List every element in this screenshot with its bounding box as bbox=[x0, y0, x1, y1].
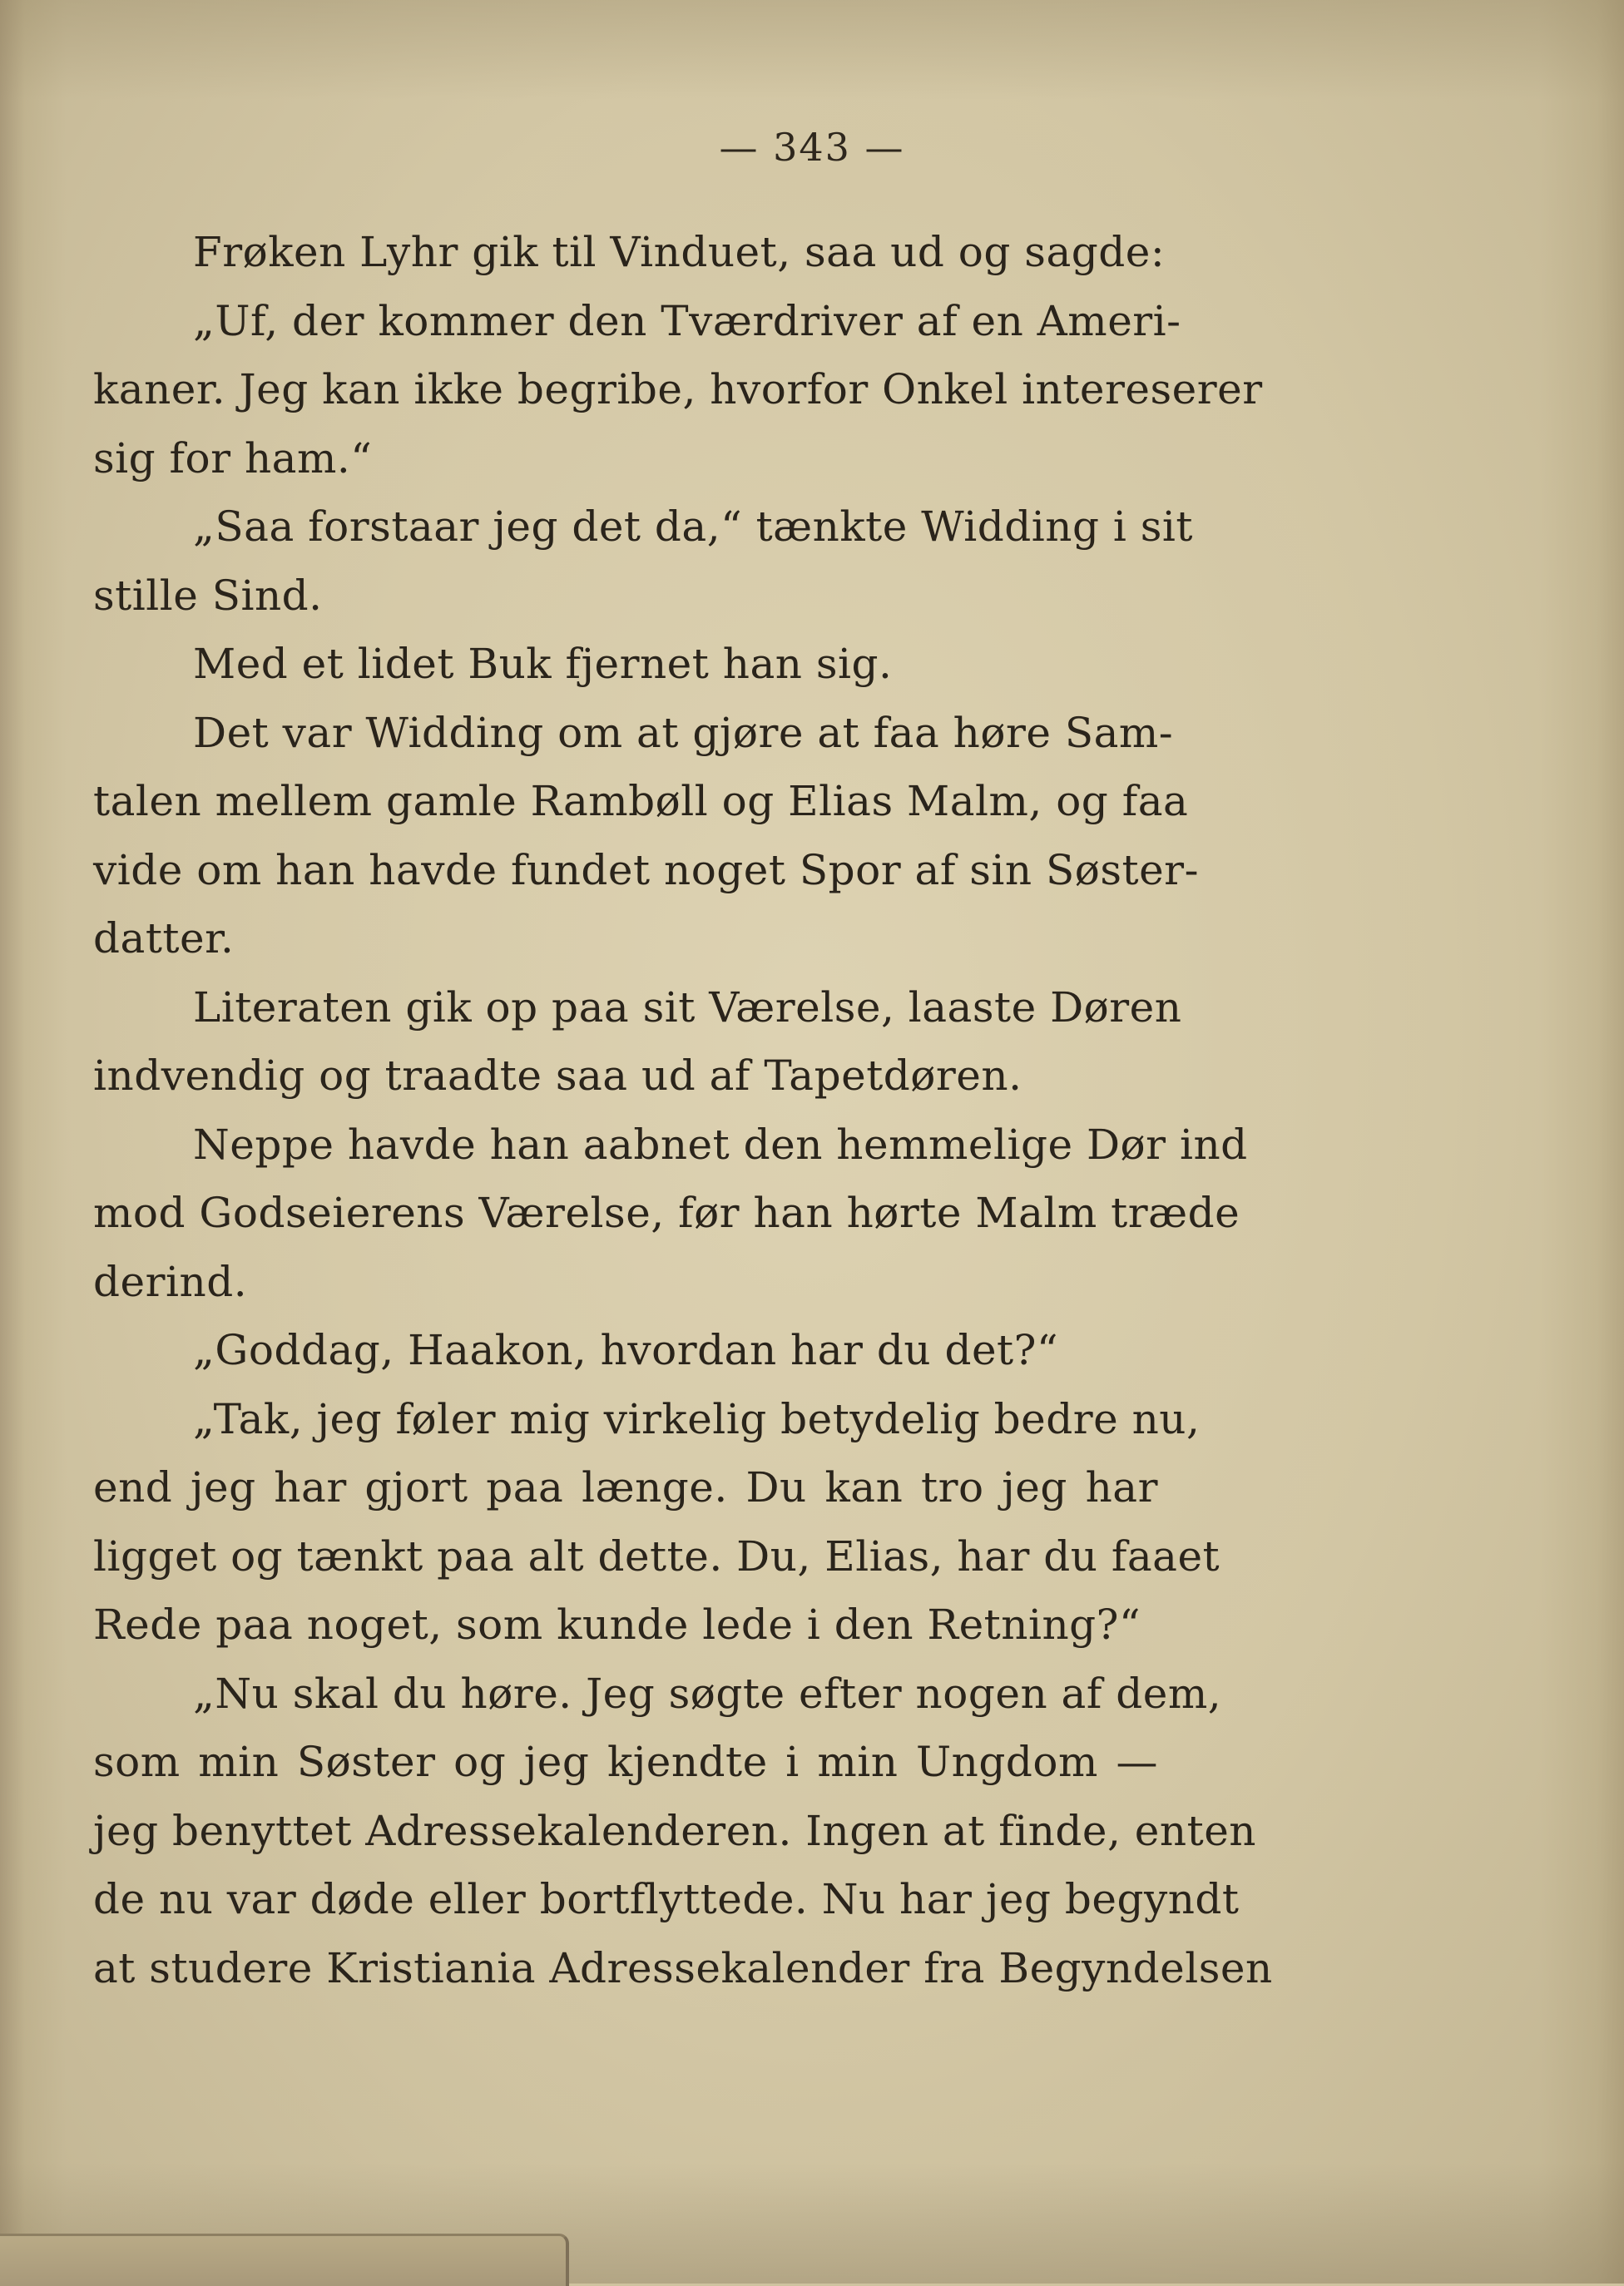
text-line: kaner. Jeg kan ikke begribe, hvorfor Onkel intereserer bbox=[93, 365, 1263, 413]
text-line: Literaten gik op paa sit Værelse, laaste Døren bbox=[193, 982, 1182, 1032]
text-line: Med et lidet Buk fjernet han sig. bbox=[193, 640, 893, 688]
paper-stain-top bbox=[0, 0, 1624, 100]
text-line: „Tak, jeg føler mig virkelig betydelig bedre nu, bbox=[193, 1394, 1201, 1443]
text-line: jeg benyttet Adressekalenderen. Ingen at finde, enten bbox=[93, 1806, 1256, 1855]
text-line: sig for ham.“ bbox=[93, 433, 373, 482]
page-corner-fold bbox=[0, 2234, 569, 2286]
text-line: Frøken Lyhr gik til Vinduet, saa ud og sagde: bbox=[193, 228, 1166, 276]
text-line: stille Sind. bbox=[93, 571, 323, 620]
page-number: — 343 — bbox=[719, 125, 905, 170]
text-line: Neppe havde han aabnet den hemmelige Dør ind bbox=[193, 1120, 1248, 1169]
text-line: „Uf, der kommer den Tværdriver af en Ameri- bbox=[193, 296, 1181, 345]
text-line: indvendig og traadte saa ud af Tapetdøren. bbox=[93, 1051, 1022, 1100]
text-line: ligget og tænkt paa alt dette. Du, Elias, har du faaet bbox=[93, 1531, 1220, 1581]
text-line: derind. bbox=[93, 1257, 248, 1306]
text-line: „Saa forstaar jeg det da,“ tænkte Widding i sit bbox=[193, 502, 1193, 551]
text-line: vide om han havde fundet noget Spor af sin Søster- bbox=[93, 845, 1199, 894]
text-line: de nu var døde eller bortflyttede. Nu har jeg begyndt bbox=[93, 1875, 1240, 1923]
text-line: talen mellem gamle Rambøll og Elias Malm, og faa bbox=[93, 777, 1189, 825]
text-line: datter. bbox=[93, 914, 235, 962]
text-line: Rede paa noget, som kunde lede i den Retning?“ bbox=[93, 1601, 1141, 1649]
text-line: som min Søster og jeg kjendte i min Ungdom — bbox=[93, 1738, 1158, 1786]
text-line: mod Godseierens Værelse, før han hørte Malm træde bbox=[93, 1189, 1240, 1237]
text-line: „Nu skal du høre. Jeg søgte efter nogen af dem, bbox=[193, 1669, 1222, 1718]
text-line: „Goddag, Haakon, hvordan har du det?“ bbox=[193, 1326, 1059, 1374]
text-line: Det var Widding om at gjøre at faa høre Sam- bbox=[193, 708, 1174, 757]
body-text bbox=[93, 218, 1273, 2002]
text-line: end jeg har gjort paa længe. Du kan tro jeg har bbox=[93, 1463, 1158, 1512]
text-line: at studere Kristiania Adressekalender fra Begyndelsen bbox=[93, 1943, 1273, 1992]
